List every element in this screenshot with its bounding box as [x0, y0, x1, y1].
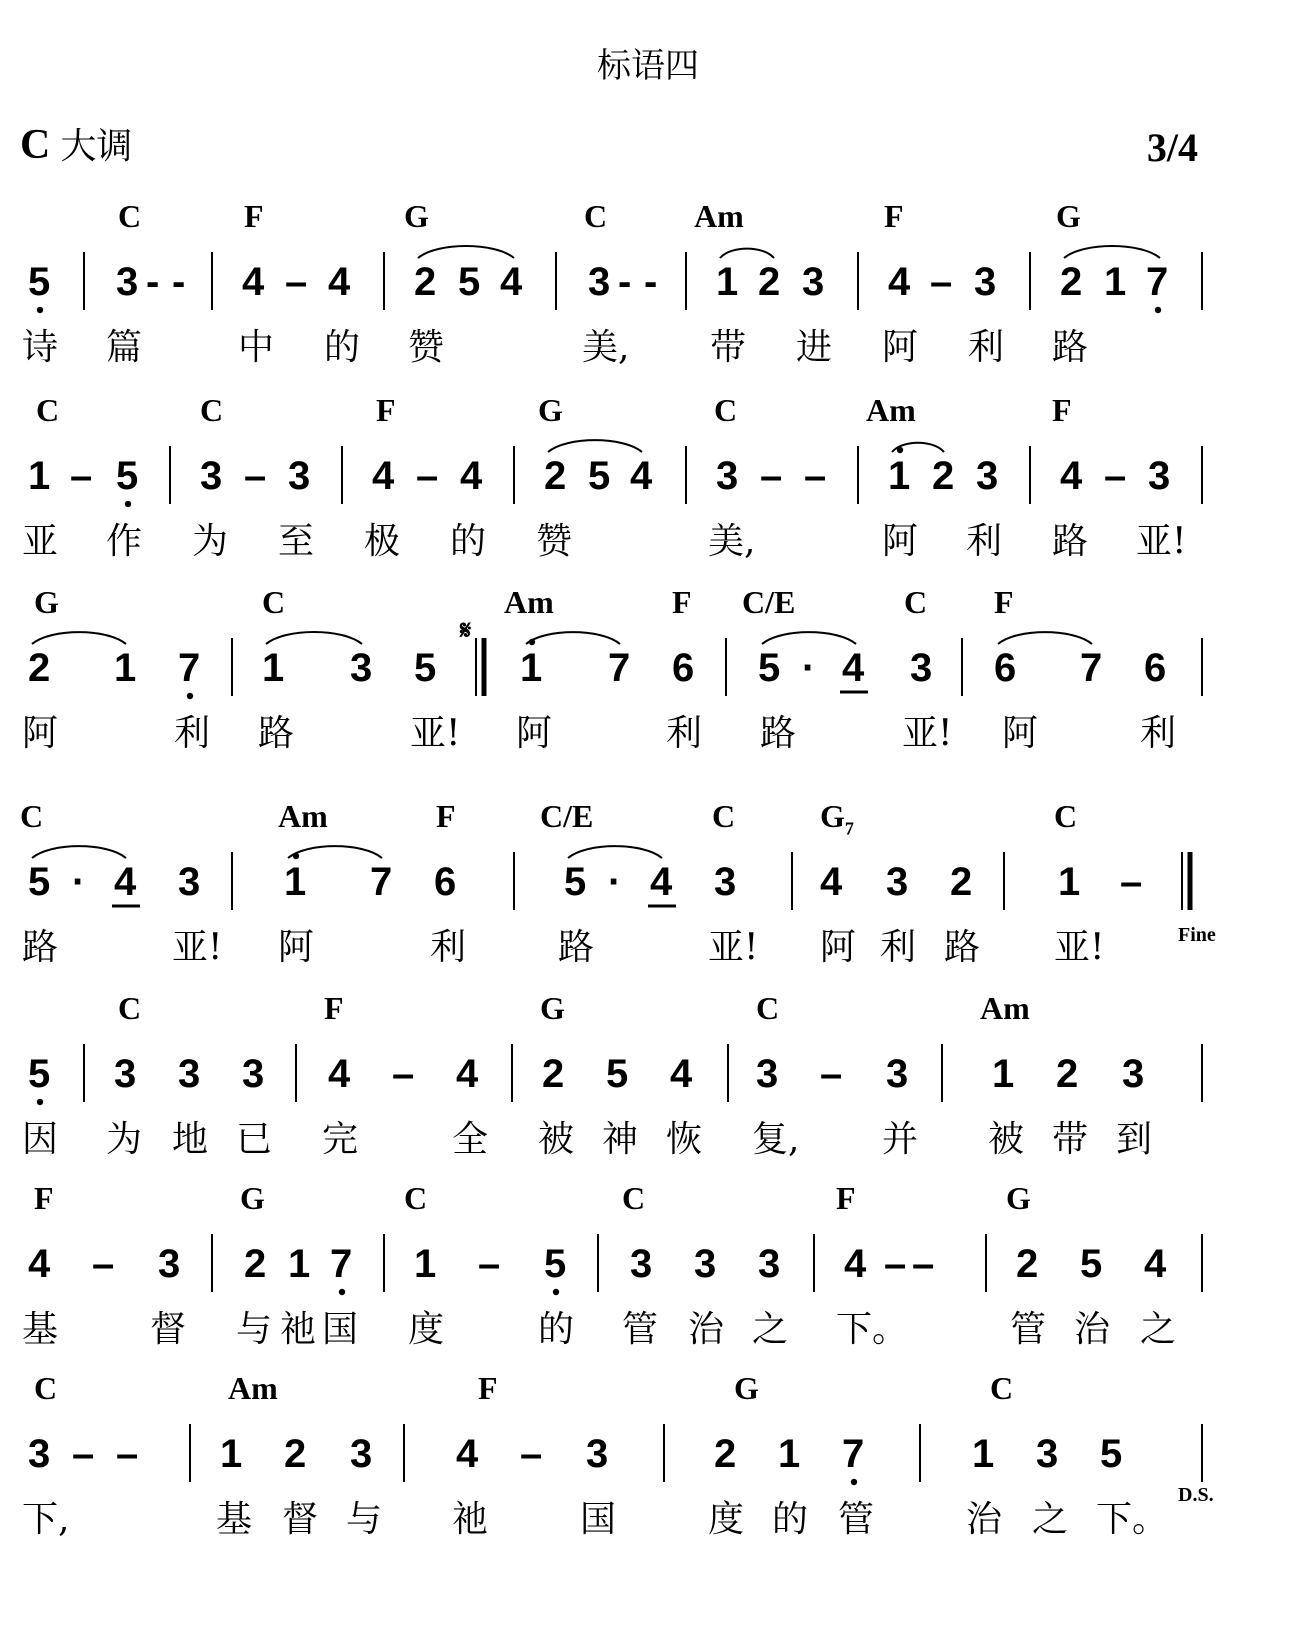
note: 7 [330, 1242, 353, 1286]
lyric-syllable: 阿 [820, 927, 857, 968]
note: 3 [1148, 454, 1171, 498]
sustain-dash: - [618, 260, 632, 304]
lyric-syllable: 已 [236, 1119, 273, 1160]
lyric-syllable: 治 [688, 1309, 725, 1350]
chord-symbol: F [436, 798, 456, 834]
lyric-syllable: 恢 [666, 1119, 703, 1160]
lyric-syllable: 利 [430, 927, 467, 968]
note: 4 [456, 1052, 479, 1096]
lyric-syllable: 祂 [452, 1499, 489, 1540]
note: 4 [1144, 1242, 1167, 1286]
note: 7 [178, 646, 201, 690]
note: 5 [606, 1052, 629, 1096]
chord-symbol: G [540, 990, 565, 1026]
note: 4 [888, 260, 911, 304]
note: 4 [28, 1242, 51, 1286]
sustain-dash: – [392, 1052, 415, 1096]
lyric-syllable: 下。 [1096, 1499, 1169, 1540]
lyric-syllable: 督 [150, 1309, 187, 1350]
lyric-syllable: 亚! [902, 713, 953, 754]
lyric-syllable: 美, [582, 327, 630, 368]
lyric-syllable: 之 [1032, 1499, 1069, 1540]
lyric-syllable: 阿 [516, 713, 553, 754]
lyric-syllable: 利 [174, 713, 211, 754]
lyric-syllable: 利 [666, 713, 703, 754]
note: 3 [350, 1432, 373, 1476]
lower-octave-dot [187, 693, 193, 699]
lyric-syllable: 被 [538, 1119, 575, 1160]
note: 1 [778, 1432, 801, 1476]
slur [32, 846, 126, 858]
note: 5 [458, 260, 481, 304]
lyric-syllable: 美, [708, 521, 756, 562]
note: 3 [1122, 1052, 1145, 1096]
lyric-syllable: 篇 [106, 327, 143, 368]
chord-symbol: C [118, 990, 142, 1026]
lyric-syllable: 完 [322, 1119, 359, 1160]
sustain-dash: – [1120, 860, 1143, 904]
chord-symbol: Am [228, 1370, 278, 1406]
time-signature: 3/4 [1146, 125, 1198, 170]
slur [266, 632, 362, 644]
note: 7 [842, 1432, 865, 1476]
chord-symbol: F [34, 1180, 54, 1216]
lyric-syllable: 阿 [278, 927, 315, 968]
lyric-syllable: 全 [452, 1119, 489, 1160]
augmentation-dot: · [608, 860, 622, 904]
chord-symbol: G [404, 198, 429, 234]
note: 5 [414, 646, 437, 690]
augmentation-dot: · [72, 860, 86, 904]
note: 3 [288, 454, 311, 498]
note: 6 [434, 860, 457, 904]
chord-symbol: Am [278, 798, 328, 834]
chord-symbol: C [756, 990, 780, 1026]
sustain-dash: – [72, 1432, 95, 1476]
lyric-syllable: 带 [1052, 1119, 1089, 1160]
note: 4 [114, 860, 137, 904]
note: 5 [564, 860, 587, 904]
note: 4 [1060, 454, 1083, 498]
note: 4 [650, 860, 673, 904]
slur [998, 632, 1092, 644]
lyric-syllable: 与 [236, 1309, 273, 1350]
augmentation-dot: · [802, 646, 816, 690]
lyric-syllable: 路 [258, 713, 295, 754]
lyric-syllable: 路 [760, 713, 797, 754]
note: 7 [608, 646, 631, 690]
lyric-syllable: 路 [22, 927, 59, 968]
note: 5 [588, 454, 611, 498]
note: 3 [974, 260, 997, 304]
lyric-syllable: 亚! [172, 927, 223, 968]
chord-symbol: C [20, 798, 44, 834]
sustain-dash: – [820, 1052, 843, 1096]
lyric-syllable: 亚! [1136, 521, 1187, 562]
note: 3 [886, 860, 909, 904]
lyric-syllable: 为 [192, 521, 229, 562]
note: 4 [460, 454, 483, 498]
chord-symbol: Am [504, 584, 554, 620]
note: 3 [28, 1432, 51, 1476]
slur [720, 249, 774, 258]
chord-symbol: F [994, 584, 1014, 620]
sustain-dash: – [760, 454, 783, 498]
chord-symbol: C [34, 1370, 58, 1406]
lyric-syllable: 度 [708, 1499, 745, 1540]
sustain-dash: – [70, 454, 93, 498]
lyric-syllable: 国 [322, 1309, 359, 1350]
chord-symbol: C [404, 1180, 428, 1216]
note: 2 [758, 260, 781, 304]
note: 4 [844, 1242, 867, 1286]
note: 3 [976, 454, 999, 498]
chord-extension: 7 [844, 818, 854, 839]
lyric-syllable: 管 [1010, 1309, 1047, 1350]
chord-symbol: F [478, 1370, 498, 1406]
note: 2 [542, 1052, 565, 1096]
note: 3 [714, 860, 737, 904]
slur [418, 246, 514, 258]
chord-symbol: C [990, 1370, 1014, 1406]
chord-symbol: F [1052, 392, 1072, 428]
ds-mark: D.S. [1178, 1484, 1214, 1506]
note: 4 [670, 1052, 693, 1096]
slur [568, 846, 662, 858]
note: 7 [1146, 260, 1169, 304]
fine-mark: Fine [1178, 924, 1216, 946]
chord-symbol: C [622, 1180, 646, 1216]
lyric-syllable: 阿 [882, 521, 919, 562]
lyric-syllable: 赞 [536, 521, 573, 562]
note: 2 [284, 1432, 307, 1476]
segno-sign: 𝄋 [460, 616, 472, 646]
note: 1 [1104, 260, 1127, 304]
lyric-syllable: 中 [238, 327, 275, 368]
sustain-dash: – [804, 454, 827, 498]
sustain-dash: – [285, 260, 308, 304]
note: 4 [372, 454, 395, 498]
slur [1064, 246, 1160, 258]
chord-symbol: F [884, 198, 904, 234]
chord-symbol: F [324, 990, 344, 1026]
note: 5 [1100, 1432, 1123, 1476]
note: 1 [414, 1242, 437, 1286]
chord-symbol: G [240, 1180, 265, 1216]
note: 4 [328, 1052, 351, 1096]
lyric-syllable: 被 [988, 1119, 1025, 1160]
note: 3 [1036, 1432, 1059, 1476]
note: 2 [28, 646, 51, 690]
chord-symbol: Am [694, 198, 744, 234]
note: 3 [350, 646, 373, 690]
note: 4 [500, 260, 523, 304]
note: 3 [910, 646, 933, 690]
note: 1 [520, 646, 543, 690]
lyric-syllable: 赞 [408, 327, 445, 368]
chord-symbol: C [712, 798, 736, 834]
note: 2 [714, 1432, 737, 1476]
sustain-dash: - [644, 260, 658, 304]
sustain-dash: – [478, 1242, 501, 1286]
chord-symbol: F [376, 392, 396, 428]
note: 3 [178, 1052, 201, 1096]
lyric-syllable: 到 [1116, 1119, 1153, 1160]
note: 2 [1056, 1052, 1079, 1096]
lyric-syllable: 阿 [882, 327, 919, 368]
lyric-syllable: 利 [1140, 713, 1177, 754]
lower-octave-dot [37, 307, 43, 313]
note: 1 [28, 454, 51, 498]
note: 3 [200, 454, 223, 498]
lyric-syllable: 祂 [280, 1309, 317, 1350]
lower-octave-dot [339, 1289, 345, 1295]
sustain-dash: – [520, 1432, 543, 1476]
chord-symbol: G [538, 392, 563, 428]
lyric-syllable: 亚 [22, 521, 59, 562]
lyric-syllable: 利 [966, 521, 1003, 562]
slur [526, 632, 620, 644]
lyric-syllable: 路 [1052, 521, 1089, 562]
lyric-syllable: 亚! [1054, 927, 1105, 968]
note: 1 [972, 1432, 995, 1476]
chord-symbol: F [836, 1180, 856, 1216]
note: 1 [992, 1052, 1015, 1096]
note: 7 [370, 860, 393, 904]
lyric-syllable: 复, [752, 1119, 800, 1160]
lyric-syllable: 督 [282, 1499, 319, 1540]
note: 3 [758, 1242, 781, 1286]
sustain-dash: – [244, 454, 267, 498]
lyric-syllable: 为 [106, 1119, 143, 1160]
lower-octave-dot [553, 1289, 559, 1295]
slur [548, 440, 642, 452]
note: 3 [588, 260, 611, 304]
note: 3 [802, 260, 825, 304]
lyric-syllable: 作 [106, 521, 143, 562]
sustain-dash: – [1104, 454, 1127, 498]
note: 3 [242, 1052, 265, 1096]
note: 3 [716, 454, 739, 498]
lyric-syllable: 至 [278, 521, 315, 562]
note: 2 [544, 454, 567, 498]
lower-octave-dot [125, 501, 131, 507]
sustain-dash: - [172, 260, 186, 304]
sustain-dash: – [416, 454, 439, 498]
lyric-syllable: 路 [558, 927, 595, 968]
note: 3 [116, 260, 139, 304]
lyric-syllable: 度 [408, 1309, 445, 1350]
note: 3 [158, 1242, 181, 1286]
note: 5 [28, 260, 51, 304]
note: 4 [456, 1432, 479, 1476]
chord-symbol: Am [980, 990, 1030, 1026]
note: 1 [114, 646, 137, 690]
lyric-syllable: 与 [346, 1499, 383, 1540]
note: 5 [28, 860, 51, 904]
sustain-dash: – [116, 1432, 139, 1476]
note: 7 [1080, 646, 1103, 690]
note: 3 [114, 1052, 137, 1096]
lyric-syllable: 亚! [708, 927, 759, 968]
note: 6 [994, 646, 1017, 690]
note: 5 [544, 1242, 567, 1286]
chord-symbol: C [1054, 798, 1078, 834]
note: 2 [414, 260, 437, 304]
lower-octave-dot [37, 1099, 43, 1105]
lyric-syllable: 管 [622, 1309, 659, 1350]
sustain-dash: – [930, 260, 953, 304]
lyric-syllable: 基 [216, 1499, 253, 1540]
lyric-syllable: 极 [364, 521, 401, 562]
chord-symbol: C [262, 584, 286, 620]
lyric-syllable: 阿 [22, 713, 59, 754]
note: 3 [178, 860, 201, 904]
lyric-syllable: 的 [324, 327, 361, 368]
note: 1 [716, 260, 739, 304]
lyric-syllable: 基 [22, 1309, 59, 1350]
lyric-syllable: 的 [450, 521, 487, 562]
lyric-syllable: 的 [772, 1499, 809, 1540]
lyric-syllable: 带 [710, 327, 747, 368]
lyric-syllable: 下。 [836, 1309, 909, 1350]
lyric-syllable: 管 [838, 1499, 875, 1540]
note: 5 [116, 454, 139, 498]
chord-symbol: F [672, 584, 692, 620]
chord-symbol: C/E [742, 584, 796, 620]
chord-symbol: $G_7$ [820, 798, 854, 839]
lyric-syllable: 进 [796, 327, 833, 368]
lyric-syllable: 国 [580, 1499, 617, 1540]
slur [288, 846, 382, 858]
note: 1 [284, 860, 307, 904]
note: 5 [1080, 1242, 1103, 1286]
chord-symbol: C [36, 392, 60, 428]
lyric-syllable: 利 [968, 327, 1005, 368]
note: 4 [630, 454, 653, 498]
note: 6 [1144, 646, 1167, 690]
chord-symbol: G [734, 1370, 759, 1406]
lyric-syllable: 路 [944, 927, 981, 968]
note: 2 [244, 1242, 267, 1286]
sustain-dash: – [912, 1242, 935, 1286]
lower-octave-dot [851, 1479, 857, 1485]
lyric-syllable: 并 [882, 1119, 919, 1160]
note: 1 [1058, 860, 1081, 904]
lyric-syllable: 路 [1052, 327, 1089, 368]
lyric-syllable: 下, [22, 1499, 70, 1540]
lyric-syllable: 治 [966, 1499, 1003, 1540]
chord-symbol: G [34, 584, 59, 620]
note: 1 [262, 646, 285, 690]
note: 3 [694, 1242, 717, 1286]
lyric-syllable: 亚! [410, 713, 461, 754]
note: 4 [328, 260, 351, 304]
lyric-syllable: 之 [1140, 1309, 1177, 1350]
chord-symbol: G [1006, 1180, 1031, 1216]
chord-symbol: G [1056, 198, 1081, 234]
note: 1 [220, 1432, 243, 1476]
chord-symbol: C/E [540, 798, 594, 834]
chord-symbol: Am [866, 392, 916, 428]
chord-symbol: F [244, 198, 264, 234]
note: 4 [820, 860, 843, 904]
lyric-syllable: 的 [538, 1309, 575, 1350]
note: 3 [586, 1432, 609, 1476]
lower-octave-dot [1155, 307, 1161, 313]
lyric-syllable: 诗 [22, 327, 59, 368]
note: 5 [758, 646, 781, 690]
note: 4 [242, 260, 265, 304]
lyric-syllable: 之 [752, 1309, 789, 1350]
note: 3 [756, 1052, 779, 1096]
note: 2 [932, 454, 955, 498]
sustain-dash: - [146, 260, 160, 304]
note: 6 [672, 646, 695, 690]
song-title: 标语四 [597, 46, 699, 86]
note: 3 [886, 1052, 909, 1096]
key-label: 大调 [60, 126, 133, 167]
sustain-dash: – [884, 1242, 907, 1286]
note: 4 [842, 646, 865, 690]
chord-symbol: C [904, 584, 928, 620]
note: 1 [888, 454, 911, 498]
note: 3 [630, 1242, 653, 1286]
slur [762, 632, 856, 644]
chord-symbol: C [118, 198, 142, 234]
lyric-syllable: 地 [172, 1119, 209, 1160]
note: 2 [1016, 1242, 1039, 1286]
slur [32, 632, 126, 644]
lyric-syllable: 治 [1074, 1309, 1111, 1350]
chord-symbol: C [584, 198, 608, 234]
note: 1 [288, 1242, 311, 1286]
note: 5 [28, 1052, 51, 1096]
sustain-dash: – [92, 1242, 115, 1286]
lyric-syllable: 阿 [1002, 713, 1039, 754]
lyric-syllable: 神 [602, 1119, 639, 1160]
lyric-syllable: 利 [880, 927, 917, 968]
lyric-syllable: 因 [22, 1119, 59, 1160]
chord-symbol: C [200, 392, 224, 428]
note: 2 [950, 860, 973, 904]
chord-symbol: C [714, 392, 738, 428]
key-letter: C [20, 122, 51, 168]
note: 2 [1060, 260, 1083, 304]
